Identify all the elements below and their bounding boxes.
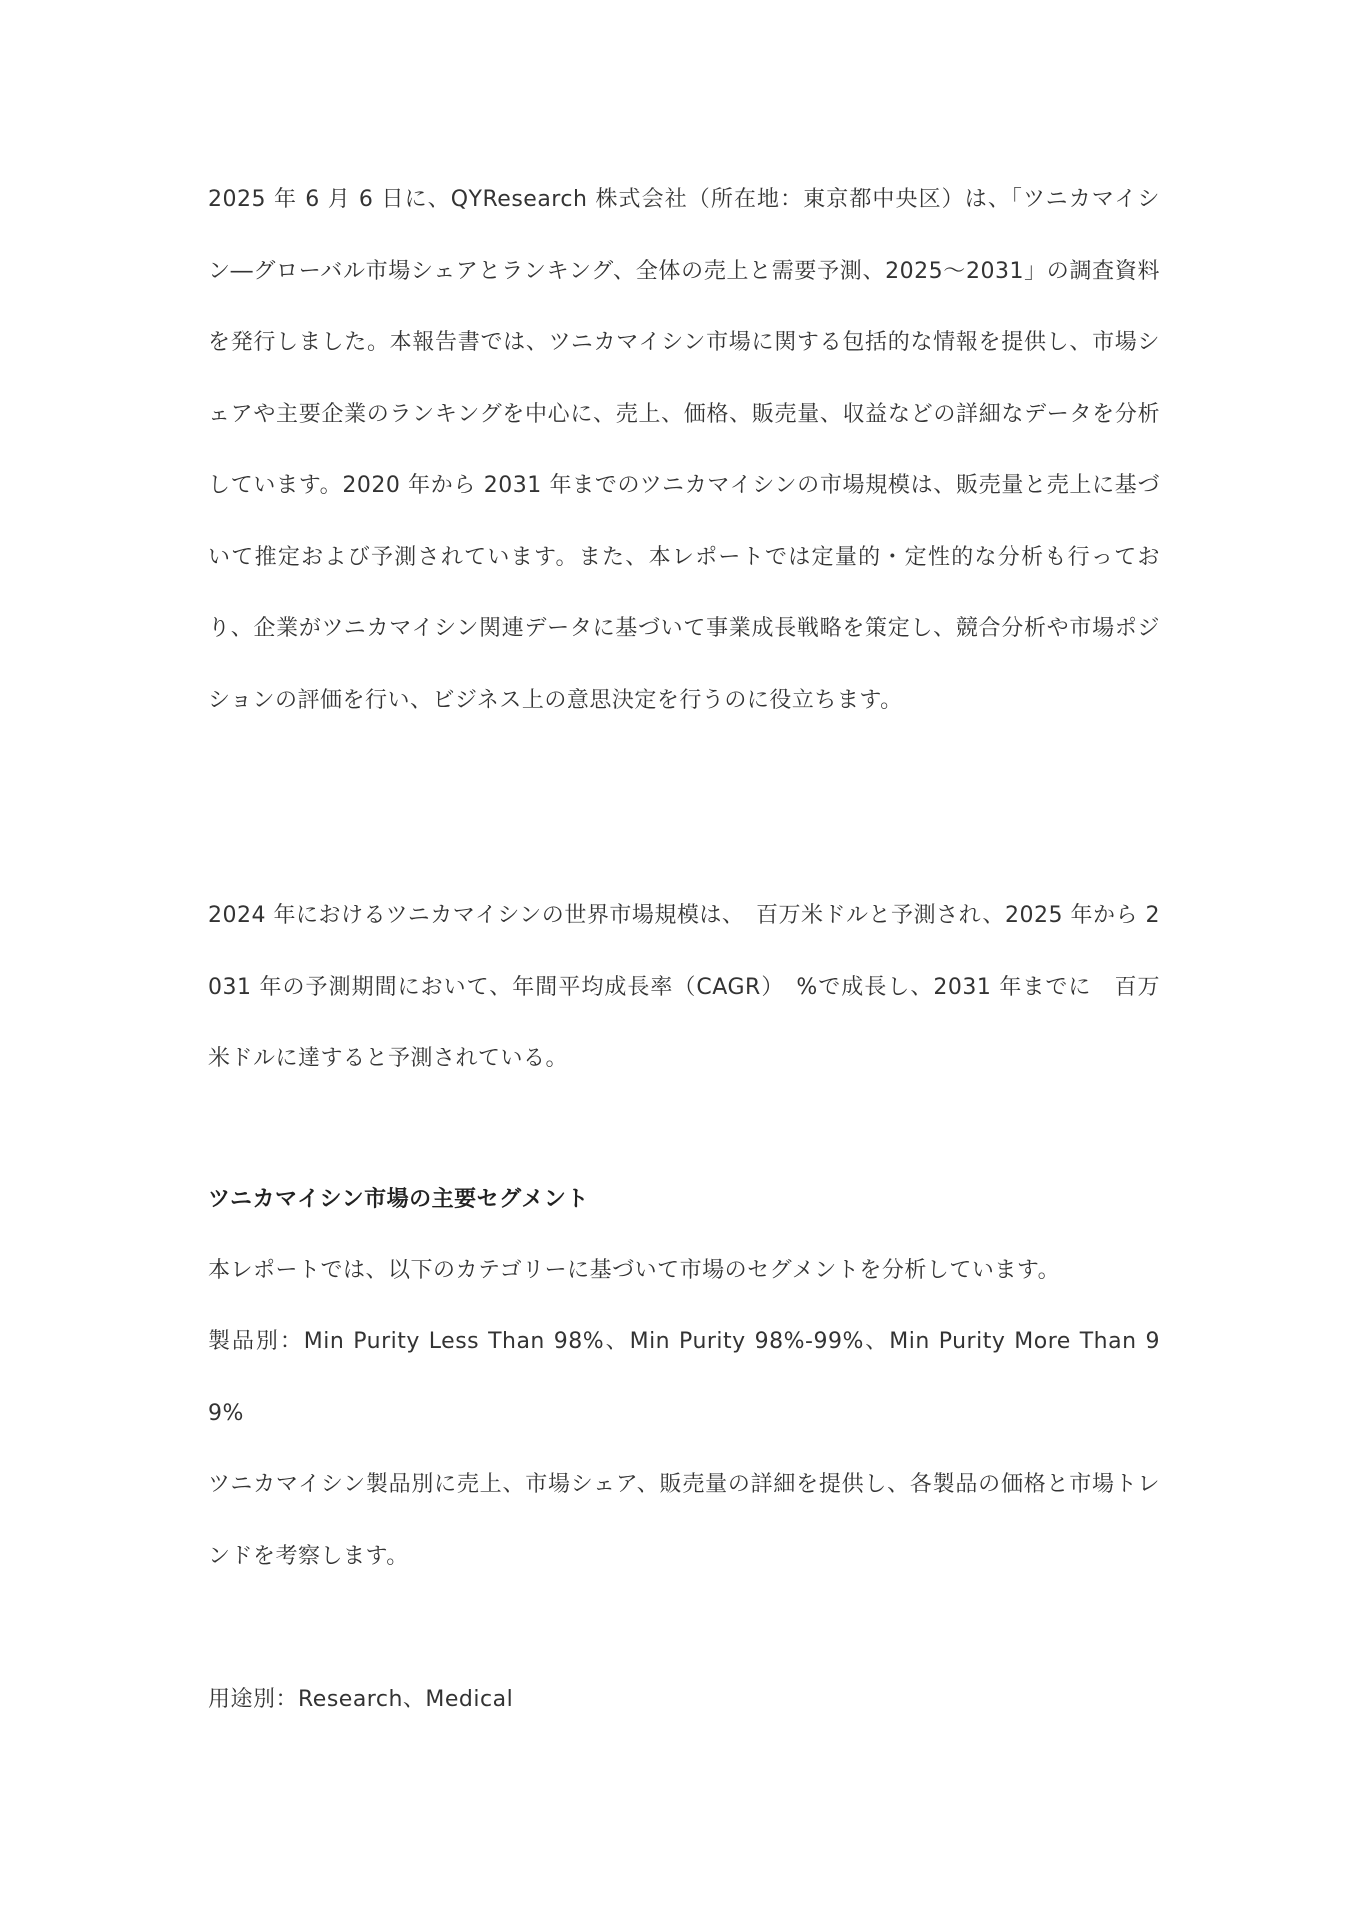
market-size-paragraph — [208, 880, 1160, 1095]
segment-intro-text: 本レポートでは、以下のカテゴリーに基づいて市場のセグメントを分析しています。 — [208, 1258, 1061, 1283]
by-product-note-text: ツニカマイシン製品別に売上、市場シェア、販売量の詳細を提供し、各製品の価格と市場トレンドを考察します。 — [208, 1472, 1160, 1569]
by-application — [208, 1664, 1160, 1736]
by-product — [208, 1306, 1160, 1449]
market-size-paragraph-text: 2024 年におけるツニカマイシンの世界市場規模は、 百万米ドルと予測され、2025 年から 2031 年の予測期間において、年間平均成長率（CAGR） %で成長し、2031 年までに 百万米ドルに達すると予測されている。 — [208, 903, 1160, 1071]
intro-paragraph — [208, 164, 1160, 736]
intro-paragraph-text: 2025 年 6 月 6 日に、QYResearch 株式会社（所在地：東京都中央区）は、「ツニカマイシン―グローバル市場シェアとランキング、全体の売上と需要予測、2025～2031」の調査資料を発行しました。本報告書では、ツニカマイシン市場に関する包括的な情報を提供し、市場シェアや主要企業のランキングを中心に、売上、価格、販売量、収益などの詳細なデータを分析しています。2020 年から 2031 年までのツニカマイシンの市場規模は、販売量と売上に基づいて推定および予測されています。また、本レポートでは定量的・定性的な分析も行っており、企業がツニカマイシン関連データに基づいて事業成長戦略を策定し、競合分析や市場ポジションの評価を行い、ビジネス上の意思決定を行うのに役立ちます。 — [208, 187, 1160, 713]
by-product-text: 製品別：Min Purity Less Than 98%、Min Purity 98%-99%、Min Purity More Than 99% — [208, 1329, 1160, 1426]
segment-heading: ツニカマイシン市場の主要セグメント — [208, 1187, 589, 1212]
by-application-text: 用途別：Research、Medical — [208, 1687, 514, 1712]
by-product-note — [208, 1449, 1160, 1592]
segment-intro — [208, 1235, 1160, 1307]
